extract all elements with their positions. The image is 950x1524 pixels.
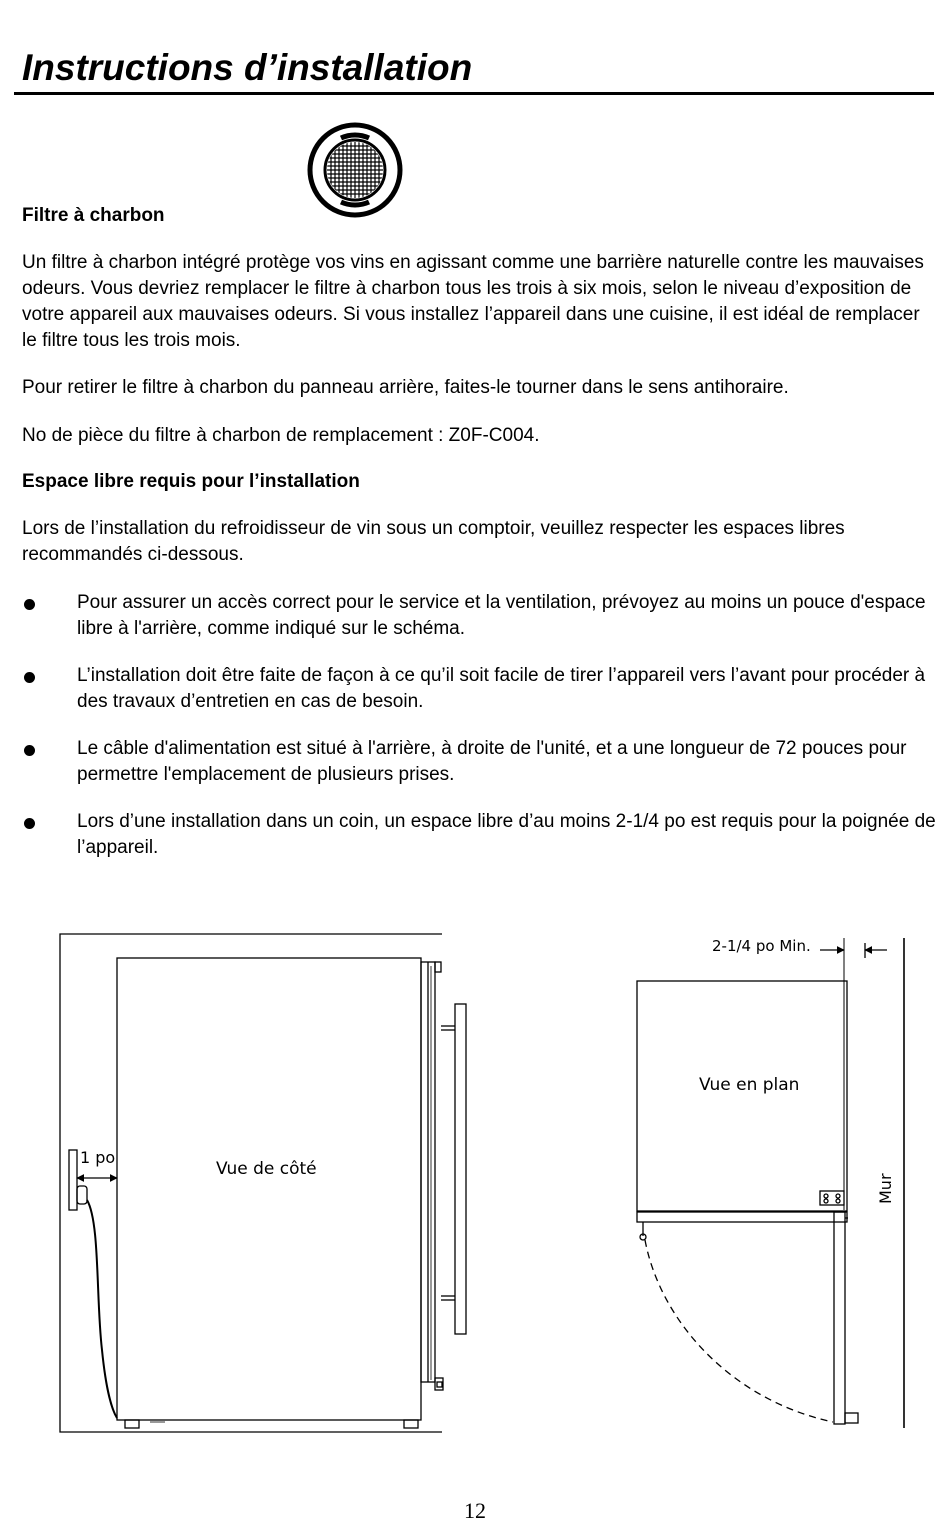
bullet-dot — [24, 672, 35, 683]
bullet-dot — [24, 818, 35, 829]
bullet-dot — [24, 599, 35, 610]
plan-view-diagram — [637, 938, 904, 1428]
page-title: Instructions d’installation — [22, 47, 473, 88]
door-top-outline — [637, 1212, 847, 1222]
rear-clearance-label: 1 po — [80, 1148, 116, 1167]
door-swing-arc — [645, 1240, 833, 1422]
side-view-label: Vue de côté — [216, 1159, 317, 1179]
wall-label: Mur — [876, 1173, 895, 1204]
door-handle — [455, 1004, 466, 1334]
page-number: 12 — [464, 1498, 486, 1523]
corner-clearance-label: 2-1/4 po Min. — [712, 937, 811, 955]
list-item: Pour assurer un accès correct pour le service et la ventilation, prévoyez au moins un pouce d'espace libre à l'arrière, comme indiqué sur le schéma. — [77, 592, 926, 639]
bullet-dot — [24, 745, 35, 756]
cabinet-side-outline — [117, 958, 421, 1420]
plan-view-label: Vue en plan — [699, 1075, 800, 1095]
clearance-intro: Lors de l’installation du refroidisseur de vin sous un comptoir, veuillez respecter les espaces libres recommandés ci-dessous. — [22, 518, 845, 565]
rear-wall-stub — [69, 1150, 77, 1210]
filter-removal-paragraph: Pour retirer le filtre à charbon du panneau arrière, faites-le tourner dans le sens antihoraire. — [22, 377, 789, 398]
charcoal-filter-heading: Filtre à charbon — [22, 205, 165, 226]
installation-diagrams — [0, 900, 950, 1460]
list-item: L’installation doit être faite de façon à ce qu’il soit facile de tirer l’appareil vers l’avant pour procéder à des travaux d’entretien en cas de besoin. — [77, 665, 926, 712]
power-cord — [87, 1200, 117, 1418]
title-divider — [14, 92, 934, 95]
list-item: Lors d’une installation dans un coin, un espace libre d’au moins 2-1/4 po est requis pour la poignée de l’appareil. — [77, 811, 936, 858]
power-plug — [77, 1186, 87, 1204]
cabinet-top-outline — [637, 981, 847, 1211]
hinge — [820, 1191, 844, 1205]
list-item: Le câble d'alimentation est situé à l'arrière, à droite de l'unité, et a une longueur de 72 pouces pour permettre l'emplacement de plusieurs prises. — [77, 738, 907, 785]
charcoal-filter-paragraph: Un filtre à charbon intégré protège vos vins en agissant comme une barrière naturelle contre les mauvaises odeurs. Vous devriez remplacer le filtre à charbon tous les trois à six mois, selon le niveau d’exposition de votre appareil aux mauvaises odeurs. Si vous installez l’appareil dans une cuisine, il est idéal de remplacer le filtre tous les trois mois. — [22, 252, 924, 351]
replacement-part-paragraph: No de pièce du filtre à charbon de remplacement : Z0F-C004. — [22, 425, 540, 446]
clearance-heading: Espace libre requis pour l’installation — [22, 471, 360, 492]
side-view-diagram — [60, 934, 466, 1432]
